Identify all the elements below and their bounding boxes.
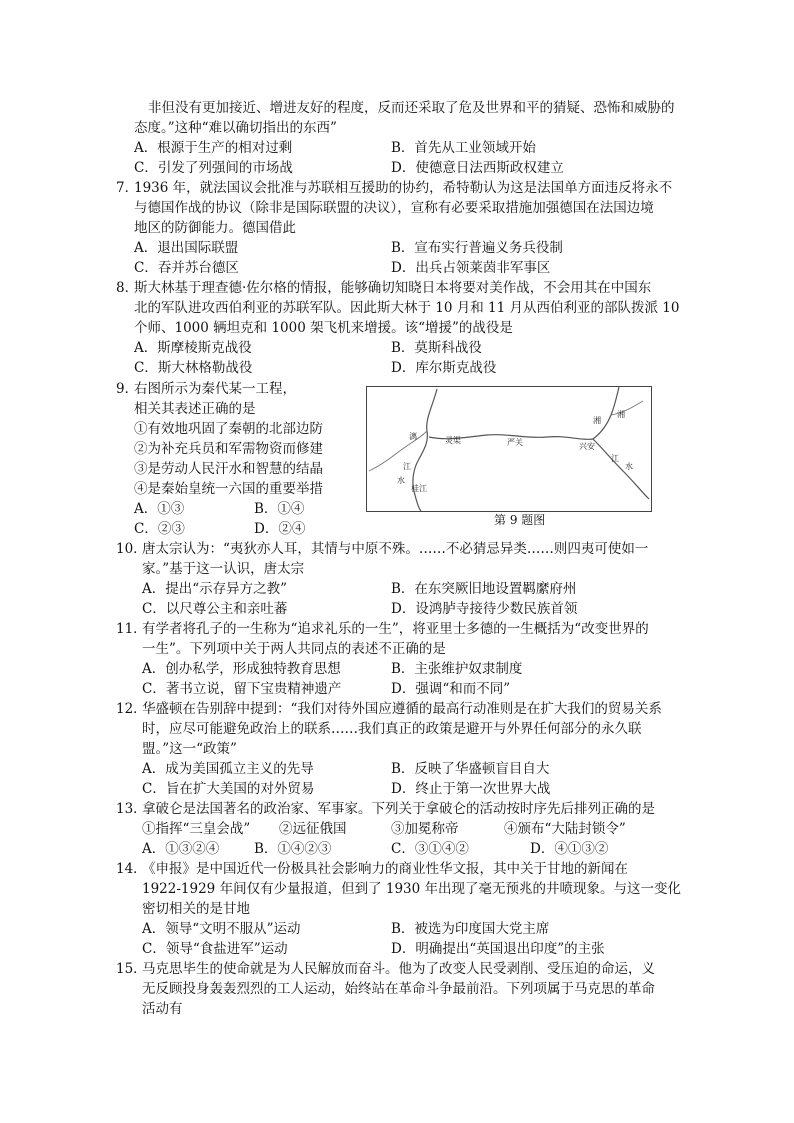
q8-text-line-2: 北的军队进攻西伯利亚的苏联军队。因此斯大林于 10 月和 11 月从西伯利亚的部队拨派 10 — [134, 300, 680, 316]
q15-number: 15． — [116, 961, 147, 977]
map-label-li: 漓 — [409, 432, 417, 441]
q12-text-line-3: 盟。”这一“政策” — [142, 741, 237, 757]
q9-option-b: B．①④ — [254, 501, 305, 517]
q7-option-a: A．退出国际联盟 — [134, 240, 239, 256]
xiang-tributary — [611, 401, 643, 415]
q9-figure-caption: 第 9 题图 — [494, 513, 546, 527]
q12-option-a: A．成为美国孤立主义的先导 — [142, 761, 314, 777]
q9-map-figure — [366, 386, 652, 512]
q11-number: 11． — [116, 621, 147, 637]
q11-option-c: C．著书立说，留下宝贵精神遗产 — [142, 681, 342, 697]
q14-option-c: C．领导“食盐进军”运动 — [142, 941, 288, 957]
q9-option-c: C．②③ — [134, 521, 185, 537]
q13-option-a: A．①③②④ — [142, 841, 220, 857]
q10-option-d: D．设鸿胪寺接待少数民族首领 — [391, 601, 578, 617]
q7-text-line-3: 地区的防御能力。德国借此 — [134, 220, 296, 236]
q9-option-d: D．②④ — [254, 521, 306, 537]
map-label-yanguan: 严关 — [507, 438, 523, 447]
q14-option-d: D．明确提出“英国退出印度”的主张 — [391, 941, 605, 957]
q9-statement-1: ①有效地巩固了秦朝的北部边防 — [134, 421, 323, 437]
q14-number: 14． — [116, 861, 147, 877]
q13-number: 13． — [116, 801, 147, 817]
q8-option-b: B．莫斯科战役 — [391, 340, 482, 356]
q8-option-d: D．库尔斯克战役 — [391, 360, 497, 376]
q13-item-3: ③加冕称帝 — [391, 821, 459, 837]
q13-item-1: ①指挥“三皇会战” — [142, 821, 251, 837]
q6-option-a: A．根源于生产的相对过剩 — [134, 140, 293, 156]
q12-option-b: B．反映了华盛顿盲目自大 — [391, 761, 550, 777]
q7-option-b: B．宣布实行普遍义务兵役制 — [391, 240, 563, 256]
map-label-xingan: 兴安 — [579, 442, 595, 451]
q9-number: 9． — [116, 381, 139, 397]
q11-option-b: B．主张维护奴隶制度 — [391, 661, 523, 677]
q14-text-line-3: 密切相关的是甘地 — [142, 901, 250, 917]
map-label-jiang: 江 — [403, 462, 411, 471]
q13-option-c: C．③①④② — [391, 841, 469, 857]
q8-text-line-1: 斯大林基于理查德·佐尔格的情报，能够确切知晓日本将要对美作战，不会用其在中国东 — [134, 280, 652, 296]
q12-number: 12． — [116, 701, 147, 717]
q12-text-line-2: 时，应尽可能避免政治上的联系……我们真正的政策是避开与外界任何部分的永久联 — [142, 721, 642, 737]
q7-option-d: D．出兵占领莱茵非军事区 — [391, 260, 551, 276]
q15-text-line-2: 无反顾投身轰轰烈烈的工人运动，始终站在革命斗争最前沿。下列项属于马克思的革命 — [142, 981, 655, 997]
q10-text-line-2: 家。”基于这一认识，唐太宗 — [142, 561, 305, 577]
q7-option-c: C．吞并苏台德区 — [134, 260, 239, 276]
q14-text-line-2: 1922-1929 年间仅有少量报道，但到了 1930 年出现了毫无预兆的井喷现象。与这一变化 — [142, 881, 682, 897]
q14-option-b: B．被选为印度国大党主席 — [391, 921, 550, 937]
q15-text-line-1: 马克思毕生的使命就是为人民解放而奋斗。他为了改变人民受剥削、受压迫的命运，义 — [142, 961, 655, 977]
q8-number: 8． — [116, 280, 139, 296]
q6-option-b: B．首先从工业领域开始 — [391, 140, 536, 156]
li-tributary — [369, 431, 427, 471]
q9-statement-2: ②为补充兵员和军需物资而修建 — [134, 441, 323, 457]
q14-option-a: A．领导“文明不服从”运动 — [142, 921, 301, 937]
q6-option-c: C．引发了列强间的市场战 — [134, 160, 293, 176]
q13-text-line-1: 拿破仑是法国著名的政治家、军事家。下列关于拿破仑的活动按时序先后排列正确的是 — [142, 801, 655, 817]
q13-option-b: B．①④②③ — [254, 841, 332, 857]
map-label-shui-2: 水 — [625, 462, 633, 471]
q7-number: 7． — [116, 180, 139, 196]
q9-text-line-1: 右图所示为秦代某一工程， — [134, 381, 296, 397]
lingqu-map — [367, 387, 651, 511]
q12-text-line-1: 华盛顿在告别辞中提到：“我们对待外国应遵循的最高行动准则是在扩大我们的贸易关系 — [142, 701, 662, 717]
q8-option-c: C．斯大林格勒战役 — [134, 360, 253, 376]
q10-option-a: A．提出“示存异方之教” — [142, 581, 288, 597]
q7-text-line-2: 与德国作战的协议（除非是国际联盟的决议），宣称有必要采取措施加强德国在法国边境 — [134, 200, 654, 216]
q11-option-d: D．强调“和而不同” — [391, 681, 511, 697]
q6-option-d: D．使德意日法西斯政权建立 — [391, 160, 564, 176]
q9-text-line-2: 相关其表述正确的是 — [134, 401, 256, 417]
q14-text-line-1: 《申报》是中国近代一份极具社会影响力的商业性华文报，其中关于甘地的新闻在 — [142, 861, 628, 877]
q9-statement-3: ③是劳动人民汗水和智慧的结晶 — [134, 461, 323, 477]
q8-option-a: A．斯摩棱斯克战役 — [134, 340, 252, 356]
q11-option-a: A．创办私学，形成独特教育思想 — [142, 661, 341, 677]
q10-number: 10． — [116, 541, 147, 557]
map-label-shui: 水 — [397, 476, 405, 485]
q10-text-line-1: 唐太宗认为：“夷狄亦人耳，其情与中原不殊。……不必猜忌异类……则四夷可使如一 — [142, 541, 649, 557]
xiang-river-south — [593, 439, 649, 499]
q12-option-d: D．终止于第一次世界大战 — [391, 781, 551, 797]
map-label-xiang-1: 湘 — [593, 416, 601, 425]
q6-text-line-1: 非但没有更加接近、增进友好的程度，反而还采取了危及世界和平的猜疑、恐怖和威胁的 — [148, 100, 675, 116]
xiang-river-north — [593, 387, 619, 439]
q13-option-d: D．④①③② — [530, 841, 609, 857]
q12-option-c: C．旨在扩大美国的对外贸易 — [142, 781, 315, 797]
q13-item-4: ④颁布“大陆封锁令” — [504, 821, 626, 837]
q7-text-line-1: 1936 年，就法国议会批准与苏联相互援助的协约，希特勒认为这是法国单方面违反将永不 — [134, 180, 673, 196]
map-label-guijiang: 桂江 — [411, 484, 427, 493]
map-label-xiang-2: 湘 — [617, 410, 625, 419]
q10-option-c: C．以尺尊公主和亲吐蕃 — [142, 601, 288, 617]
q10-option-b: B．在东突厥旧地设置羁縻府州 — [391, 581, 577, 597]
q9-option-a: A．①③ — [134, 501, 185, 517]
q15-text-line-3: 活动有 — [142, 1001, 183, 1017]
q13-item-2: ②远征俄国 — [279, 821, 347, 837]
q11-text-line-1: 有学者将孔子的一生称为“追求礼乐的一生”，将亚里士多德的一生概括为“改变世界的 — [142, 621, 649, 637]
q6-text-line-2: 态度。”这种“难以确切指出的东西” — [134, 120, 337, 136]
map-label-lingqu: 灵渠 — [445, 436, 461, 445]
map-label-jiang-2: 江 — [611, 454, 619, 463]
q8-text-line-3: 个师、1000 辆坦克和 1000 架飞机来增援。该“增援”的战役是 — [134, 320, 513, 336]
q11-text-line-2: 一生”。下列项中关于两人共同点的表述不正确的是 — [142, 641, 446, 657]
q9-statement-4: ④是秦始皇统一六国的重要举措 — [134, 481, 323, 497]
